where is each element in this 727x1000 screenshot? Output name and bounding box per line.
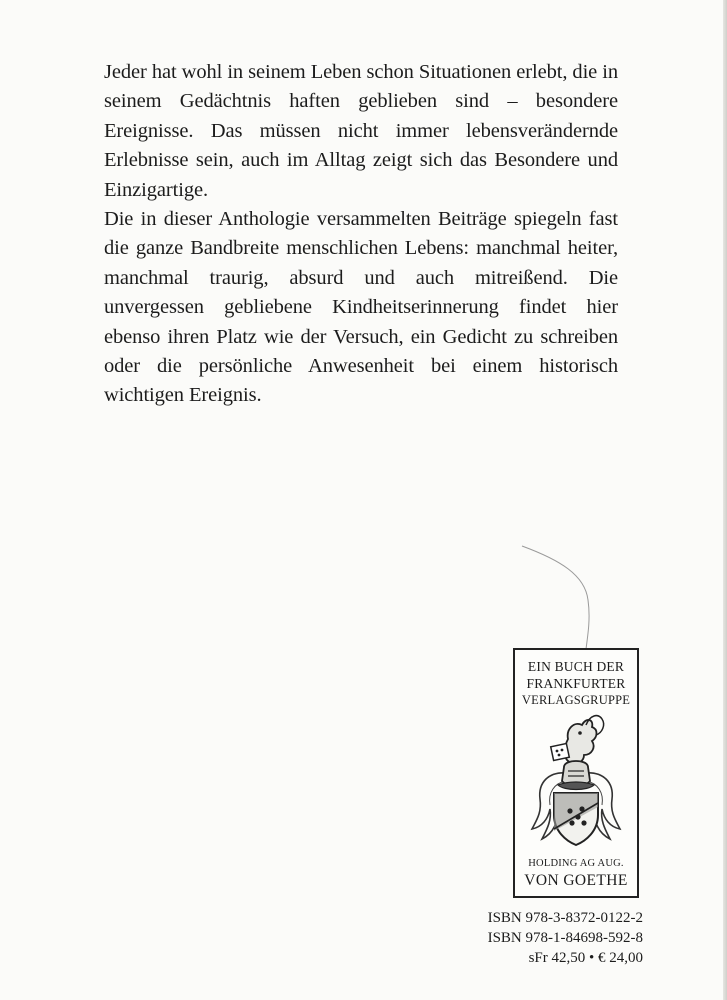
blurb-paragraph-1: Jeder hat wohl in seinem Leben schon Situationen erlebt, die in seinem Gedächtnis haften geblieben sind – besondere Ereignisse. Das müssen nicht immer lebensverändernde Erlebnisse sein, auch im Alltag zeigt sich das Besondere und Einzigartige. [104, 61, 618, 201]
back-cover-blurb [104, 58, 618, 411]
imprint-footer [515, 855, 637, 889]
isbn-line-1: ISBN 978-3-8372-0122-2 [487, 910, 643, 926]
price-line: sFr 42,50 • € 24,00 [528, 950, 643, 966]
imprint-heading [515, 658, 637, 709]
page-edge [723, 0, 727, 1000]
blurb-paragraph-2: Die in dieser Anthologie versammelten Beiträge spiegeln fast die ganze Bandbreite menschlichen Lebens: manchmal heiter, manchmal traurig, absurd und auch mitreißend. Die unvergessen gebliebene Kindheitserinnerung findet hier ebenso ihren Platz wie der Versuch, ein Gedicht zu schreiben oder die persönliche Anwesenheit bei einem historisch wichtigen Ereignis. [104, 208, 618, 407]
coat-of-arms-icon [528, 711, 624, 861]
isbn-block [488, 908, 643, 968]
imprint-line-5: VON GOETHE [524, 872, 628, 889]
imprint-line-4: HOLDING AG AUG. [528, 858, 624, 869]
imprint-line-3: VERLAGSGRUPPE [521, 693, 631, 707]
imprint-line-1: EIN BUCH DER [527, 659, 625, 674]
imprint-line-2: FRANKFURTER [526, 676, 626, 691]
publisher-imprint [513, 648, 639, 898]
isbn-line-2: ISBN 978-1-84698-592-8 [487, 930, 643, 946]
